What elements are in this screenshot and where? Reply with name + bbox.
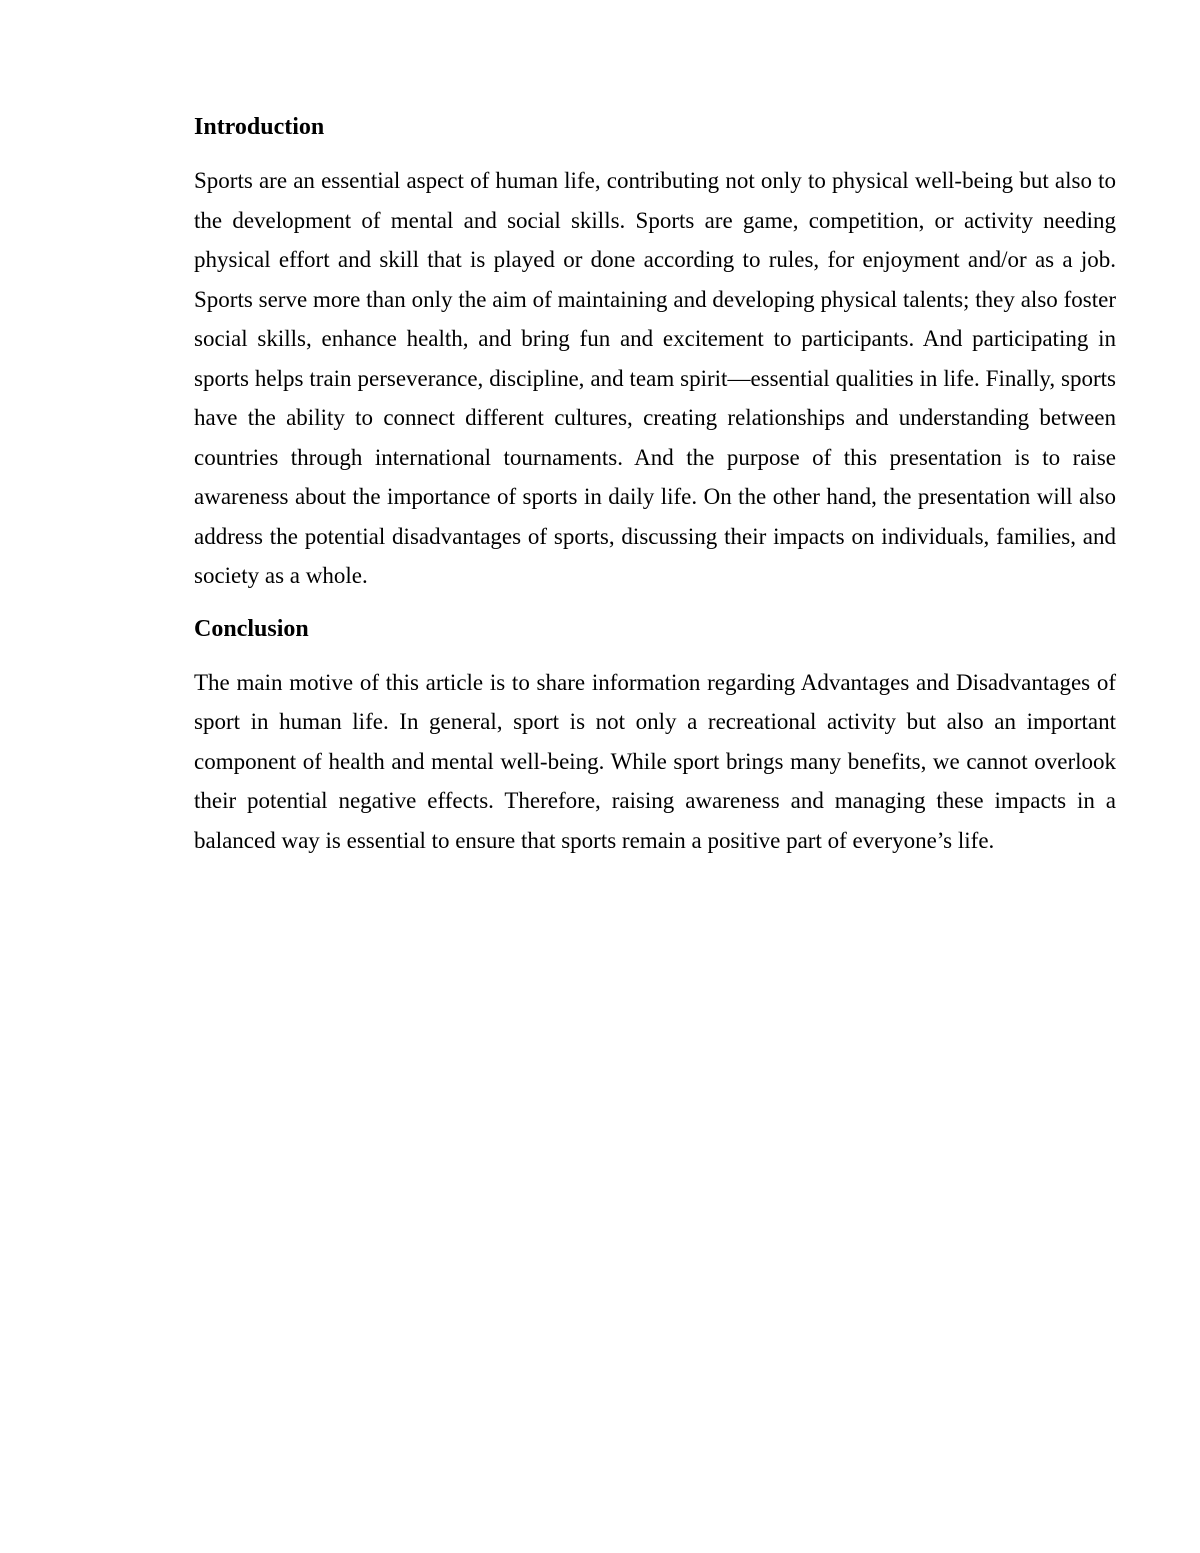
document-content [194, 110, 1116, 876]
conclusion-heading: Conclusion [194, 615, 309, 642]
introduction-paragraph: Sports are an essential aspect of human life, contributing not only to physical well-being but also to the development of mental and social skills. Sports are game, competition, or activity needing physical effort and skill that is played or done according to rules, for enjoyment and/or as a job. Sports serve more than only the aim of maintaining and developing physical talents; they also foster social skills, enhance health, and bring fun and excitement to participants. And participating in sports helps train perseverance, discipline, and team spirit—essential qualities in life. Finally, sports have the ability to connect different cultures, creating relationships and understanding between countries through international tournaments. And the purpose of this presentation is to raise awareness about the importance of sports in daily life. On the other hand, the presentation will also address the potential disadvantages of sports, discussing their impacts on individuals, families, and society as a whole. [194, 168, 1116, 588]
conclusion-paragraph: The main motive of this article is to share information regarding Advantages and Disadvantages of sport in human life. In general, sport is not only a recreational activity but also an important component of health and mental well-being. While sport brings many benefits, we cannot overlook their potential negative effects. Therefore, raising awareness and managing these impacts in a balanced way is essential to ensure that sports remain a positive part of everyone’s life. [194, 669, 1116, 853]
introduction-heading: Introduction [194, 114, 325, 140]
